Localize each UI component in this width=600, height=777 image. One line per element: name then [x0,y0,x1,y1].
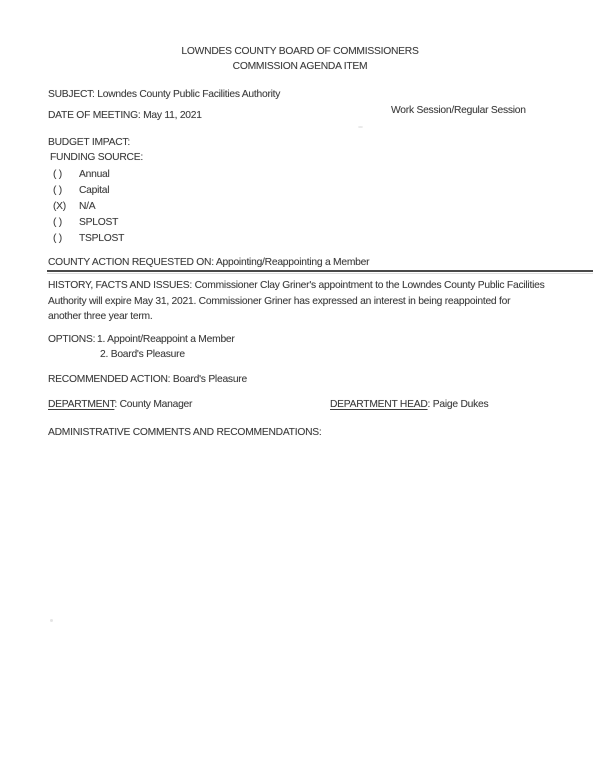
history-line: HISTORY, FACTS AND ISSUES: Commissioner Clay Griner's appointment to the Lowndes County Public Facilities [48,280,545,291]
department-value: : County Manager [114,399,193,410]
funding-label: Annual [79,169,110,180]
subject-line: SUBJECT: Lowndes County Public Facilities Authority [48,89,281,100]
section-divider-rule [47,270,593,272]
recommended-action-line: RECOMMENDED ACTION: Board's Pleasure [48,374,247,385]
funding-label: TSPLOST [79,233,125,244]
department-label: DEPARTMENT [48,399,115,410]
funding-label: N/A [79,201,96,212]
session-type-line: Work Session/Regular Session [391,105,526,116]
funding-option-annual [53,168,110,182]
funding-label: Capital [79,185,110,196]
history-paragraph [48,278,545,325]
history-line: Authority will expire May 31, 2021. Commissioner Griner has expressed an interest in being reappointed for [48,295,511,307]
county-action-line: COUNTY ACTION REQUESTED ON: Appointing/Reappointing a Member [48,257,370,268]
checkbox-marker-checked: (X) [53,201,66,212]
options-label: OPTIONS: [48,334,96,345]
funding-option-tsplost [53,232,124,246]
history-line: another three year term. [48,311,153,322]
date-of-meeting-line: DATE OF MEETING: May 11, 2021 [48,110,202,121]
funding-option-capital [53,184,109,198]
department-head-line [330,398,488,412]
scan-speck [50,619,53,622]
option-item-1: 1. Appoint/Reappoint a Member [97,334,235,345]
funding-label: SPLOST [79,217,119,228]
checkbox-marker: ( ) [53,185,62,196]
admin-comments-label: ADMINISTRATIVE COMMENTS AND RECOMMENDATIONS: [48,427,322,438]
department-head-value: : Paige Dukes [427,399,489,410]
section-divider-echo [47,273,593,274]
budget-impact-label: BUDGET IMPACT: [48,137,130,148]
checkbox-marker: ( ) [53,217,62,228]
scan-speck [358,126,363,128]
doc-title-line1: LOWNDES COUNTY BOARD OF COMMISSIONERS [181,46,419,57]
funding-option-na [53,200,95,214]
department-head-label: DEPARTMENT HEAD [330,399,428,410]
funding-option-splost [53,216,118,230]
checkbox-marker: ( ) [53,169,62,180]
option-item-2: 2. Board's Pleasure [100,349,185,360]
checkbox-marker: ( ) [53,233,62,244]
doc-title-line2: COMMISSION AGENDA ITEM [232,61,368,72]
options-row [48,333,235,347]
department-line [48,398,192,412]
funding-source-label: FUNDING SOURCE: [50,152,143,163]
